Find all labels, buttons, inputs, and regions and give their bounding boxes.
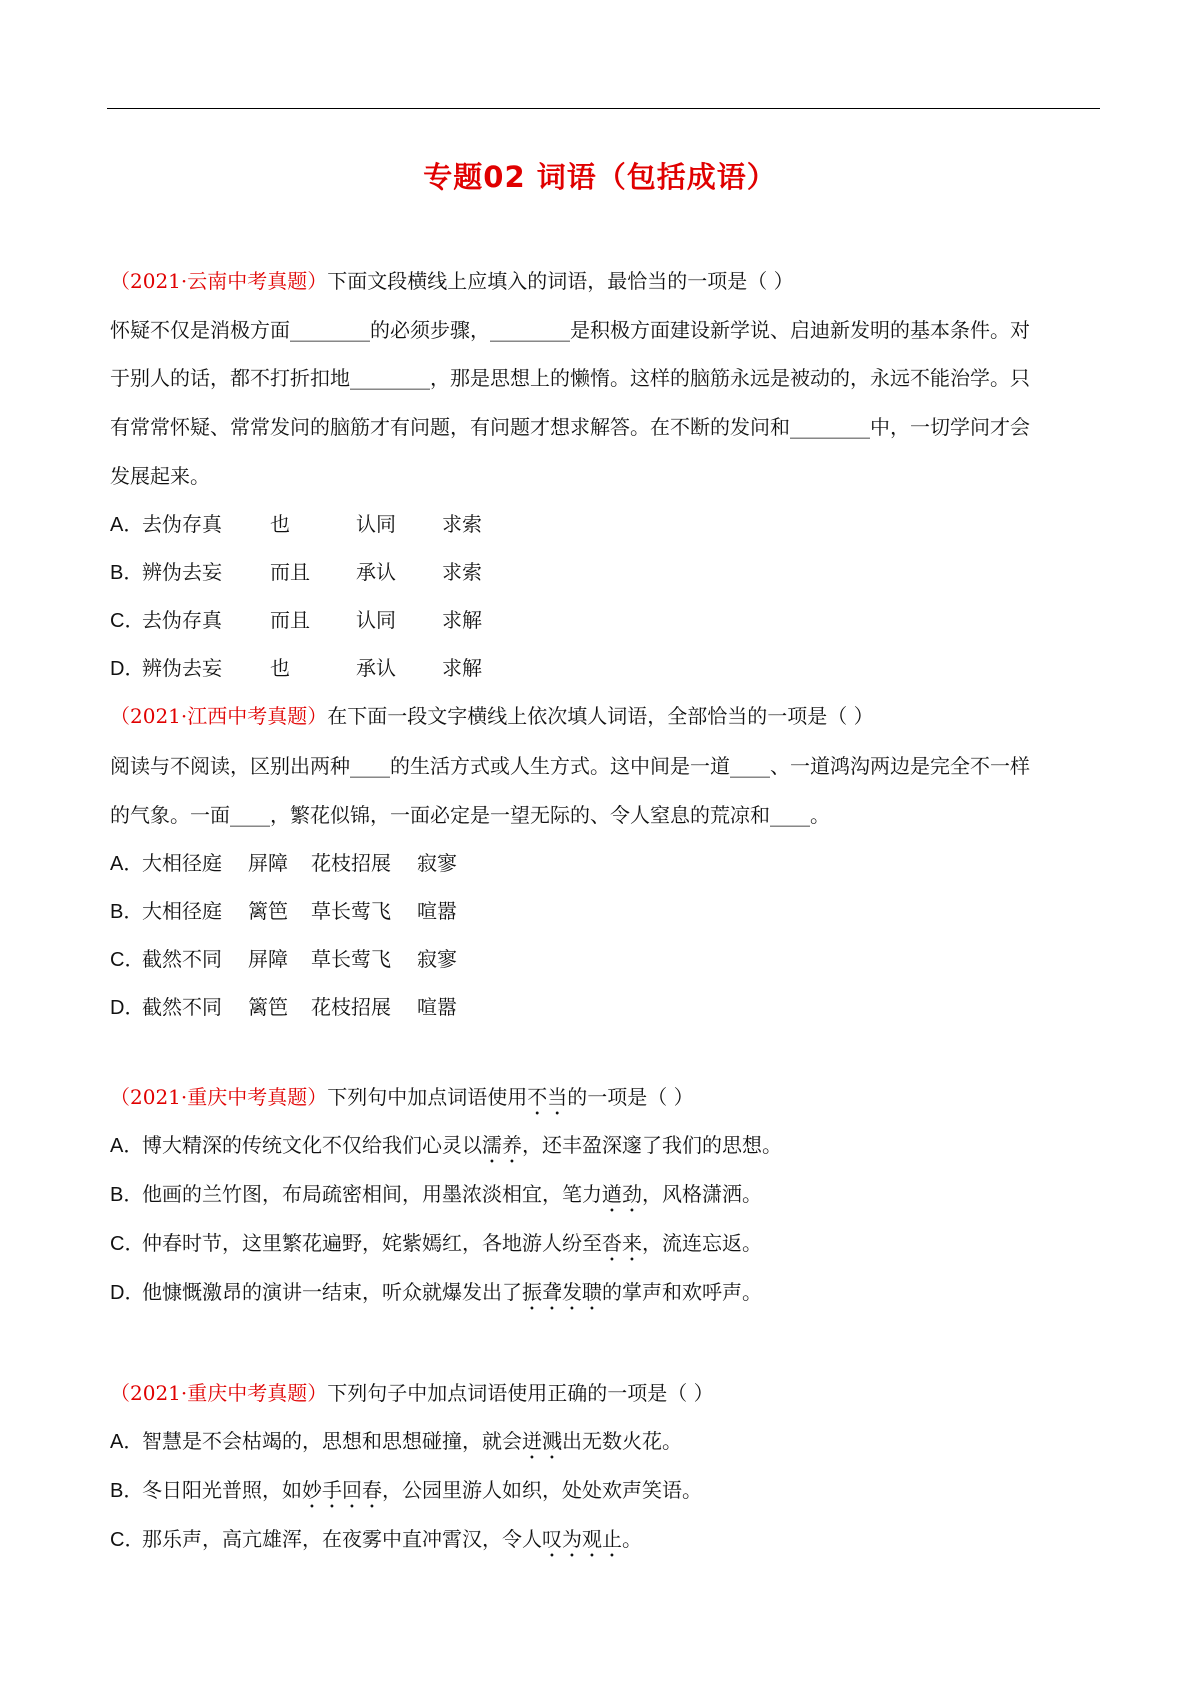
option-letter: B． — [110, 1184, 144, 1206]
option-word: 去伪存真 — [142, 512, 222, 536]
q4-option-c[interactable] — [110, 1524, 1110, 1562]
q3-stem — [110, 1082, 1110, 1120]
header-rule — [107, 108, 1100, 109]
q4-stem — [110, 1378, 1110, 1408]
option-word: 花枝招展 — [311, 995, 391, 1019]
option-word: 认同 — [356, 608, 396, 632]
q1-passage-line: 发展起来。 — [110, 464, 210, 488]
option-letter: D． — [110, 997, 145, 1019]
option-text: ，公园里游人如织，处处欢声笑语。 — [382, 1478, 702, 1502]
q1-stem — [110, 266, 1110, 296]
option-dotted-word: 迸溅 — [522, 1429, 562, 1453]
q3-option-b[interactable] — [110, 1179, 1110, 1217]
q1-passage-line: 于别人的话，都不打折扣地________，那是思想上的懒惰。这样的脑筋永远是被动的，永远不能治学。只 — [110, 366, 1030, 390]
q3-source: （2021·重庆中考真题） — [110, 1085, 328, 1109]
q3-option-d[interactable] — [110, 1277, 1110, 1315]
q3-option-a[interactable] — [110, 1130, 1110, 1168]
option-dotted-word: 妙手回春 — [302, 1478, 382, 1502]
option-text: 那乐声，高亢雄浑，在夜雾中直冲霄汉，令人 — [142, 1527, 542, 1551]
option-letter: B． — [110, 1480, 144, 1502]
option-word: 求索 — [442, 560, 482, 584]
q4-source: （2021·重庆中考真题） — [110, 1381, 328, 1405]
q2-source: （2021·江西中考真题） — [110, 704, 328, 728]
option-text: 博大精深的传统文化不仅给我们心灵以 — [142, 1133, 482, 1157]
option-text: 冬日阳光普照，如 — [142, 1478, 302, 1502]
option-letter: C． — [110, 949, 145, 971]
option-word: 辨伪去妄 — [142, 656, 222, 680]
option-word: 草长莺飞 — [311, 899, 391, 923]
option-dotted-word: 遒劲 — [602, 1182, 642, 1206]
option-letter: A． — [110, 1431, 144, 1453]
option-word: 去伪存真 — [142, 608, 222, 632]
option-letter: A． — [110, 853, 144, 875]
option-letter: B． — [110, 901, 144, 923]
option-letter: C． — [110, 1233, 145, 1255]
q1-option-c[interactable] — [110, 605, 1110, 636]
option-word: 截然不同 — [142, 995, 222, 1019]
option-word: 求解 — [442, 656, 482, 680]
q2-passage-line: 的气象。一面____，繁花似锦，一面必定是一望无际的、令人窒息的荒凉和____。 — [110, 803, 830, 827]
option-word: 屏障 — [248, 851, 288, 875]
option-letter: C． — [110, 1529, 145, 1551]
q3-stem-text: 下列句中加点词语使用 — [327, 1085, 528, 1109]
q1-option-a[interactable] — [110, 509, 1110, 540]
option-word: 喧嚣 — [417, 899, 457, 923]
q2-stem-text: 在下面一段文字横线上依次填人词语，全部恰当的一项是（ ） — [327, 704, 874, 728]
q1-passage-line: 怀疑不仅是消极方面________的必须步骤，________是积极方面建设新学说、启迪新发明的基本条件。对 — [110, 318, 1030, 342]
option-letter: C． — [110, 610, 145, 632]
option-text: ，还丰盈深邃了我们的思想。 — [522, 1133, 782, 1157]
option-text: 他画的兰竹图，布局疏密相间，用墨浓淡相宜，笔力 — [142, 1182, 602, 1206]
q4-stem-text: 下列句子中加点词语使用正确的一项是（ ） — [327, 1381, 714, 1405]
option-text: 的掌声和欢呼声。 — [602, 1280, 762, 1304]
option-text: 仲春时节，这里繁花遍野，姹紫嫣红，各地游人纷至 — [142, 1231, 602, 1255]
option-word: 承认 — [356, 656, 396, 680]
option-dotted-word: 叹为观止 — [542, 1527, 622, 1551]
q1-source: （2021·云南中考真题） — [110, 269, 328, 293]
option-word: 承认 — [356, 560, 396, 584]
option-word: 也 — [270, 512, 290, 536]
option-word: 截然不同 — [142, 947, 222, 971]
option-letter: D． — [110, 658, 145, 680]
option-word: 篱笆 — [248, 995, 288, 1019]
option-text: 智慧是不会枯竭的，思想和思想碰撞，就会 — [142, 1429, 522, 1453]
page-title: 专题02 词语（包括成语） — [423, 160, 777, 194]
option-word: 也 — [270, 656, 290, 680]
q4-option-a[interactable] — [110, 1426, 1110, 1464]
option-word: 花枝招展 — [311, 851, 391, 875]
option-word: 而且 — [270, 608, 310, 632]
q3-option-c[interactable] — [110, 1228, 1110, 1266]
option-word: 喧嚣 — [417, 995, 457, 1019]
option-text: 出无数火花。 — [562, 1429, 682, 1453]
q2-option-a[interactable] — [110, 848, 1110, 879]
option-word: 求解 — [442, 608, 482, 632]
q2-option-c[interactable] — [110, 944, 1110, 975]
q2-stem — [110, 701, 1110, 731]
option-text: 他慷慨激昂的演讲一结束，听众就爆发出了 — [142, 1280, 522, 1304]
q1-passage-line: 有常常怀疑、常常发问的脑筋才有问题，有问题才想求解答。在不断的发问和________中，一切学问才会 — [110, 415, 1030, 439]
option-text: 。 — [622, 1527, 642, 1551]
q2-option-b[interactable] — [110, 896, 1110, 927]
q1-option-b[interactable] — [110, 557, 1110, 588]
option-dotted-word: 振聋发聩 — [522, 1280, 602, 1304]
option-word: 认同 — [356, 512, 396, 536]
option-word: 屏障 — [248, 947, 288, 971]
option-dotted-word: 濡养 — [482, 1133, 522, 1157]
option-letter: D． — [110, 1282, 145, 1304]
option-word: 而且 — [270, 560, 310, 584]
option-word: 辨伪去妄 — [142, 560, 222, 584]
option-word: 大相径庭 — [142, 899, 222, 923]
option-word: 篱笆 — [248, 899, 288, 923]
option-text: ，风格潇洒。 — [642, 1182, 762, 1206]
q3-stem-dotted: 不当 — [527, 1085, 568, 1109]
q1-option-d[interactable] — [110, 653, 1110, 684]
q1-stem-text: 下面文段横线上应填入的词语，最恰当的一项是（ ） — [327, 269, 794, 293]
option-letter: B． — [110, 562, 144, 584]
option-word: 寂寥 — [417, 947, 457, 971]
q3-stem-text: 的一项是（ ） — [567, 1085, 694, 1109]
q4-option-b[interactable] — [110, 1475, 1110, 1513]
q2-passage-line: 阅读与不阅读，区别出两种____的生活方式或人生方式。这中间是一道____、一道鸿沟两边是完全不一样 — [110, 754, 1030, 778]
option-word: 大相径庭 — [142, 851, 222, 875]
option-letter: A． — [110, 514, 144, 536]
option-text: ，流连忘返。 — [642, 1231, 762, 1255]
option-word: 草长莺飞 — [311, 947, 391, 971]
q2-option-d[interactable] — [110, 992, 1110, 1023]
option-word: 求索 — [442, 512, 482, 536]
option-letter: A． — [110, 1135, 144, 1157]
option-dotted-word: 沓来 — [602, 1231, 642, 1255]
option-word: 寂寥 — [417, 851, 457, 875]
